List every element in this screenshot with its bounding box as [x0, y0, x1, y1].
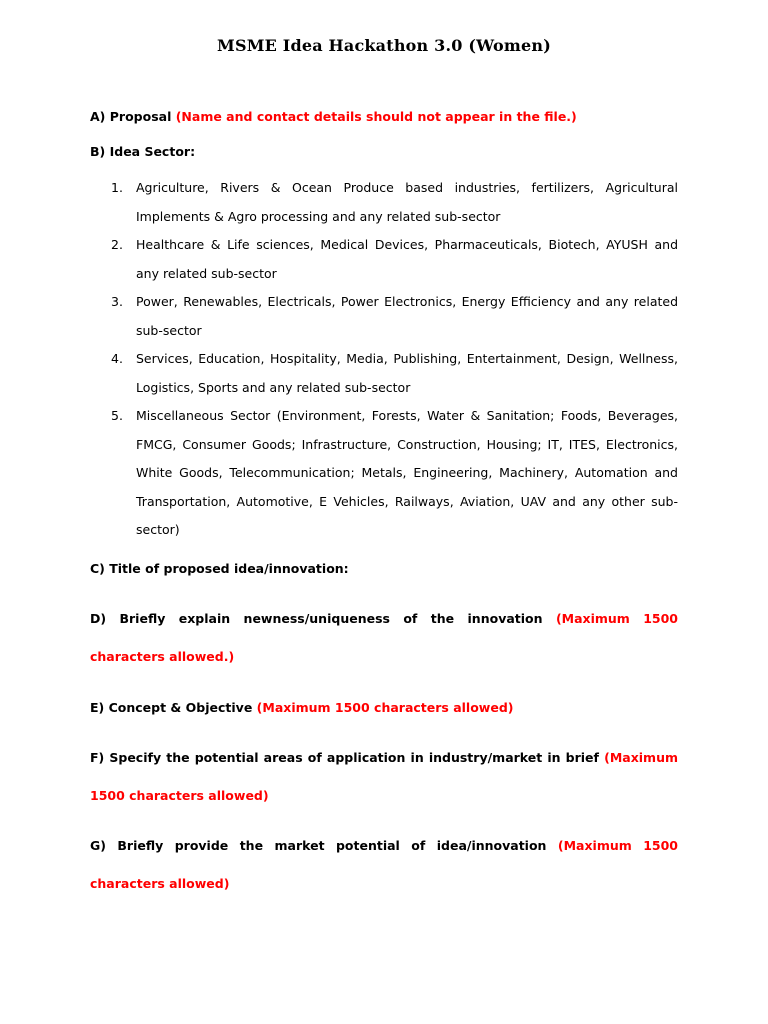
list-item	[90, 231, 678, 288]
section-a-note: (Name and contact details should not appear in the file.)	[175, 109, 577, 124]
list-item-text: Healthcare & Life sciences, Medical Devices, Pharmaceuticals, Biotech, AYUSH and any related sub-sector	[136, 237, 678, 281]
idea-sector-list	[90, 174, 678, 545]
list-item	[90, 174, 678, 231]
section-d-note: (Maximum 1500 characters allowed.)	[90, 611, 679, 664]
section-e-concept	[90, 699, 678, 717]
section-a-label: A) Proposal	[90, 109, 172, 124]
section-f-note: (Maximum 1500 characters allowed)	[90, 750, 678, 803]
list-item-text: Services, Education, Hospitality, Media, Publishing, Entertainment, Design, Wellness, Logistics, Sports and any related sub-sector	[136, 351, 678, 395]
section-e-note: (Maximum 1500 characters allowed)	[256, 700, 514, 715]
section-f-application	[90, 739, 678, 815]
list-item-number: 3.	[111, 294, 123, 309]
document-title: MSME Idea Hackathon 3.0 (Women)	[217, 36, 551, 55]
list-item-number: 2.	[111, 237, 123, 252]
section-g-label: G) Briefly provide the market potential of idea/innovation	[90, 838, 547, 853]
section-e-label: E) Concept & Objective	[90, 700, 253, 715]
list-item-text: Miscellaneous Sector (Environment, Forests, Water & Sanitation; Foods, Beverages, FMCG, Consumer Goods; Infrastructure, Construction, Housing; IT, ITES, Electronics, White Goods, Telecommunication; Metals, Engineering, Machinery, Automation and Transportation, Automotive, E Vehicles, Railways, Aviation, UAV and any other sub-sector)	[136, 408, 678, 537]
list-item	[90, 288, 678, 345]
section-b-idea-sector	[90, 143, 678, 161]
section-d-newness	[90, 600, 678, 676]
section-g-note: (Maximum 1500 characters allowed)	[90, 838, 678, 891]
list-item-number: 4.	[111, 351, 123, 366]
list-item-text: Power, Renewables, Electricals, Power Electronics, Energy Efficiency and any related sub-sector	[136, 294, 678, 338]
list-item-number: 5.	[111, 408, 123, 423]
list-item-text: Agriculture, Rivers & Ocean Produce based industries, fertilizers, Agricultural Implements & Agro processing and any related sub-sector	[136, 180, 678, 224]
section-g-market	[90, 827, 678, 903]
section-f-label: F) Specify the potential areas of application in industry/market in brief	[90, 750, 599, 765]
section-c-label: C) Title of proposed idea/innovation:	[90, 561, 349, 576]
list-item	[90, 345, 678, 402]
section-d-label: D) Briefly explain newness/uniqueness of the innovation	[90, 611, 543, 626]
section-b-label: B) Idea Sector:	[90, 144, 196, 159]
list-item-number: 1.	[111, 180, 123, 195]
section-a-proposal	[90, 108, 678, 126]
list-item	[90, 402, 678, 545]
section-c-title	[90, 560, 678, 578]
